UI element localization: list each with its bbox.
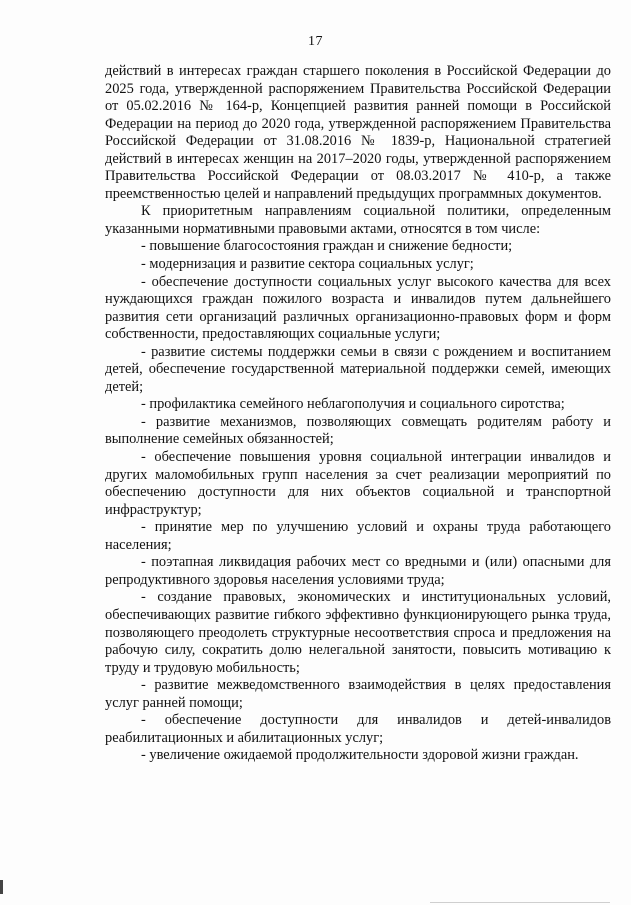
- list-item: - поэтапная ликвидация рабочих мест со вредными и (или) опасными для репродуктивного здоровья населения условиями труда;: [105, 554, 611, 588]
- document-body: [105, 63, 611, 765]
- list-item: - обеспечение доступности для инвалидов и детей-инвалидов реабилитационных и абилитационных услуг;: [105, 712, 611, 746]
- list-item: - развитие системы поддержки семьи в связи с рождением и воспитанием детей, обеспечение государственной материальной поддержки семей, имеющих детей;: [105, 343, 611, 395]
- list-item: - повышение благосостояния граждан и снижение бедности;: [141, 238, 513, 255]
- list-item: - обеспечение доступности социальных услуг высокого качества для всех нуждающихся граждан пожилого возраста и инвалидов путем дальнейшего развития сети организаций различных организационно-правовых форм и форм собственности, предоставляющих социальные услуги;: [105, 273, 611, 343]
- list-item: - увеличение ожидаемой продолжительности здоровой жизни граждан.: [141, 747, 579, 764]
- paragraph-intro: действий в интересах граждан старшего поколения в Российской Федерации до 2025 года, утвержденной распоряжением Правительства Российской Федерации от 05.02.2016 № 164-р, Концепцией развития ранней помощи в Российской Федерации на период до 2020 года, утвержденной распоряжением Правительства Российской Федерации от 31.08.2016 № 1839-р, Национальной стратегией действий в интересах женщин на 2017–2020 годы, утвержденной распоряжением Правительства Российской Федерации от 08.03.2017 № 410-р, а также преемственностью целей и направлений предыдущих программных документов.: [105, 63, 611, 202]
- list-item: - создание правовых, экономических и институциональных условий, обеспечивающих развитие гибкого эффективно функционирующего рынка труда, позволяющего преодолеть структурные несоответствия спроса и предложения на рабочую силу, сократить долю нелегальной занятости, повысить мотивацию к труду и трудовую мобильность;: [105, 589, 611, 676]
- list-item: - модернизация и развитие сектора социальных услуг;: [141, 256, 474, 273]
- paragraph-priorities-lead: К приоритетным направлениям социальной политики, определенным указанными нормативными правовыми актами, относятся в том числе:: [105, 203, 611, 237]
- list-item: - развитие межведомственного взаимодействия в целях предоставления услуг ранней помощи;: [105, 677, 611, 711]
- list-item: - развитие механизмов, позволяющих совмещать родителям работу и выполнение семейных обязанностей;: [105, 413, 611, 448]
- list-item: - профилактика семейного неблагополучия и социального сиротства;: [141, 396, 565, 413]
- page-number: 17: [308, 34, 323, 49]
- list-item: - обеспечение повышения уровня социальной интеграции инвалидов и других маломобильных групп населения за счет реализации мероприятий по обеспечению доступности для них объектов социальной и транспортной инфраструктур;: [105, 449, 611, 518]
- scan-bottom-line: [430, 902, 610, 903]
- list-item: - принятие мер по улучшению условий и охраны труда работающего населения;: [105, 519, 611, 553]
- scan-edge-mark: [0, 880, 3, 894]
